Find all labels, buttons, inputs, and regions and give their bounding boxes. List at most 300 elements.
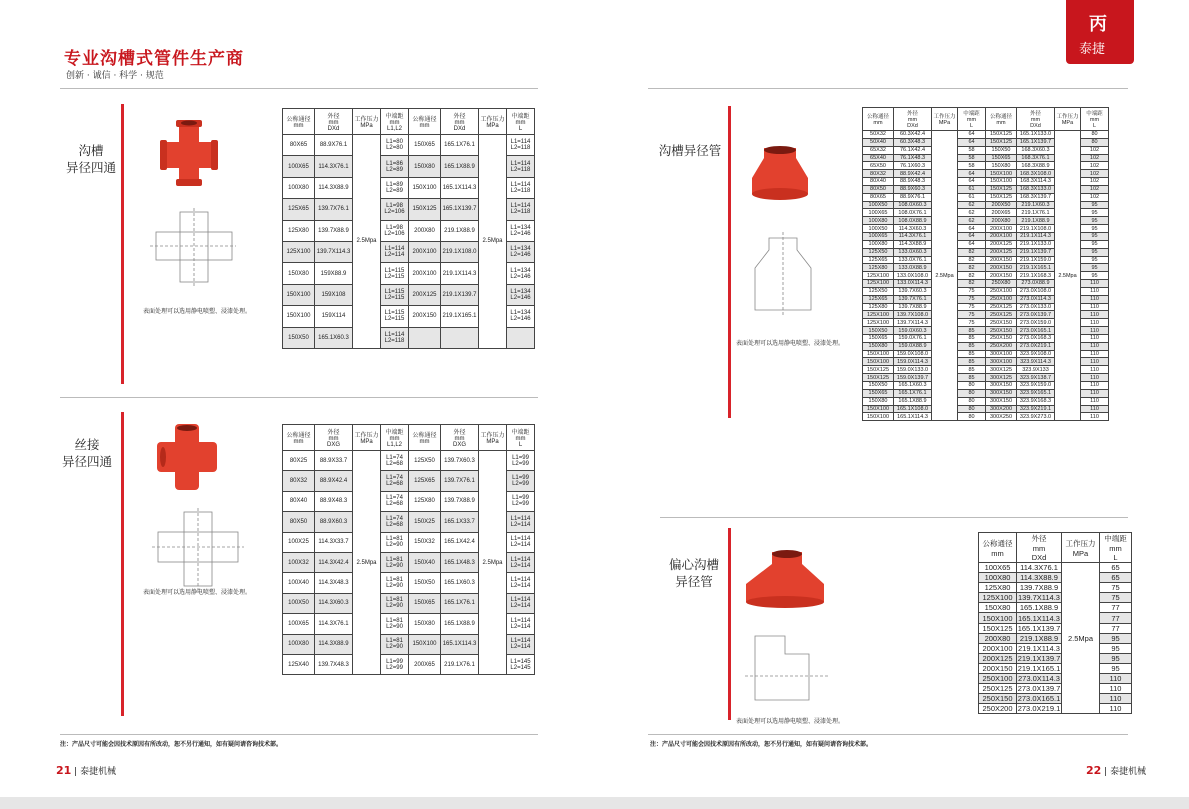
center-to-end: 110 <box>1081 319 1109 327</box>
center-to-end: L1=114 L2=118 <box>507 156 535 177</box>
nominal-size: 250X125 <box>986 311 1017 319</box>
outer-diameter: 88.9X48.3 <box>894 178 932 186</box>
nominal-size: 250X150 <box>986 327 1017 335</box>
nominal-size: 150X40 <box>409 552 441 572</box>
nominal-size: 250X100 <box>986 287 1017 295</box>
brand-logo <box>1066 0 1134 64</box>
nominal-size: 125X100 <box>863 280 894 288</box>
outer-diameter: 273.0X139.7 <box>1017 311 1055 319</box>
finish-note-thread-cross: 表面处理可以选用静电喷塑、浸漆处理。 <box>143 589 252 596</box>
center-to-end: 95 <box>1081 248 1109 256</box>
outer-diameter: 114.3X88.9 <box>894 240 932 248</box>
outer-diameter: 60.3X42.4 <box>894 131 932 139</box>
outer-diameter: 219.1X114.3 <box>1018 643 1060 653</box>
center-to-end: L1=114 L2=114 <box>507 512 535 532</box>
outer-diameter: 273.0X133.0 <box>1017 303 1055 311</box>
nominal-size: 100X65 <box>283 156 315 177</box>
table-row <box>979 613 1132 623</box>
center-to-end: 64 <box>958 240 986 248</box>
nominal-size: 100X65 <box>979 563 1017 573</box>
groove-reducer-photo <box>748 144 812 202</box>
center-to-end: L1=134 L2=146 <box>507 306 535 327</box>
column-header: 外径 mm DXd <box>315 109 353 135</box>
outer-diameter: 114.3X76.1 <box>315 614 353 634</box>
outer-diameter: 165.1X60.3 <box>894 382 932 390</box>
center-to-end: L1=81 L2=90 <box>381 573 409 593</box>
nominal-size: 80X40 <box>863 178 894 186</box>
nominal-size: 150X100 <box>986 178 1017 186</box>
outer-diameter: 165.1X60.3 <box>441 573 479 593</box>
center-to-end: 110 <box>1081 334 1109 342</box>
section-title-groove-cross: 沟槽 异径四通 <box>66 143 117 175</box>
nominal-size: 150X50 <box>409 573 441 593</box>
groove-cross-photo <box>158 118 220 188</box>
outer-diameter: 273.0X165.1 <box>1017 327 1055 335</box>
nominal-size: 150X65 <box>986 154 1017 162</box>
outer-diameter: 165.1X133.0 <box>1017 131 1055 139</box>
logo-name: 泰捷 <box>1079 42 1106 57</box>
outer-diameter: 88.9X60.3 <box>315 512 353 532</box>
outer-diameter: 219.1X159.0 <box>1017 256 1055 264</box>
center-to-end: 95 <box>1100 643 1132 653</box>
accent-bar-thread-cross <box>121 412 124 716</box>
nominal-size: 300X150 <box>986 397 1017 405</box>
spec-table-thread-cross <box>282 424 535 675</box>
empty-cell <box>409 327 441 348</box>
column-header: 工作压力 MPa <box>479 109 507 135</box>
nominal-size: 150X80 <box>863 397 894 405</box>
center-to-end: 80 <box>1081 131 1109 139</box>
outer-diameter: 323.9X168.3 <box>1017 397 1055 405</box>
outer-diameter: 139.7X88.9 <box>315 220 353 241</box>
center-to-end: 85 <box>958 374 986 382</box>
nominal-size: 125X80 <box>863 303 894 311</box>
outer-diameter: 273.0X165.1 <box>1017 694 1061 704</box>
working-pressure: 2.5Mpa <box>353 451 381 675</box>
nominal-size: 125X65 <box>283 199 315 220</box>
center-to-end: L1=74 L2=68 <box>381 451 409 471</box>
nominal-size: 200X100 <box>409 263 441 284</box>
nominal-size: 300X100 <box>986 358 1017 366</box>
outer-diameter: 159.0X133.0 <box>894 366 932 374</box>
center-to-end: L1=80 L2=80 <box>381 135 409 156</box>
outer-diameter: 273.0X168.3 <box>1017 334 1055 342</box>
outer-diameter: 219.1X108.0 <box>441 241 479 262</box>
center-to-end: 62 <box>958 201 986 209</box>
nominal-size: 150X100 <box>863 358 894 366</box>
center-to-end: 62 <box>958 209 986 217</box>
nominal-size: 150X80 <box>283 263 315 284</box>
outer-diameter: 165.1X48.3 <box>441 552 479 572</box>
outer-diameter: 168.3X88.9 <box>1017 162 1055 170</box>
outer-diameter: 219.1X76.1 <box>1017 209 1055 217</box>
nominal-size: 150X80 <box>986 162 1017 170</box>
nominal-size: 250X100 <box>986 295 1017 303</box>
center-to-end: 110 <box>1081 342 1109 350</box>
center-to-end: L1=134 L2=146 <box>507 263 535 284</box>
nominal-size: 100X50 <box>863 225 894 233</box>
footer-right: 22 | 泰捷机械 <box>1086 764 1147 777</box>
center-to-end: 75 <box>958 311 986 319</box>
center-to-end: 80 <box>958 397 986 405</box>
outer-diameter: 88.9X42.4 <box>315 471 353 491</box>
outer-diameter: 139.7X76.1 <box>894 295 932 303</box>
outer-diameter: 159X108 <box>315 284 353 305</box>
table-row <box>979 643 1132 653</box>
eccentric-reducer-drawing <box>745 626 829 710</box>
center-to-end: 82 <box>958 264 986 272</box>
center-to-end: 102 <box>1081 178 1109 186</box>
nominal-size: 80X65 <box>863 193 894 201</box>
center-to-end: 110 <box>1081 311 1109 319</box>
column-header: 公称通径 mm <box>409 109 441 135</box>
center-to-end: 85 <box>958 358 986 366</box>
outer-diameter: 159X114 <box>315 306 353 327</box>
center-to-end: 61 <box>958 193 986 201</box>
center-to-end: L1=98 L2=106 <box>381 220 409 241</box>
outer-diameter: 108.0X88.9 <box>894 217 932 225</box>
center-to-end: L1=134 L2=146 <box>507 284 535 305</box>
center-to-end: 110 <box>1081 358 1109 366</box>
outer-diameter: 165.1X114.3 <box>1018 613 1060 623</box>
table-row <box>979 593 1132 603</box>
groove-reducer-drawing <box>745 232 825 316</box>
nominal-size: 250X80 <box>986 280 1017 288</box>
center-to-end: L1=115 L2=115 <box>381 284 409 305</box>
center-to-end: 80 <box>958 413 986 421</box>
outer-diameter: 165.1X33.7 <box>441 512 479 532</box>
nominal-size: 65X50 <box>863 162 894 170</box>
outer-diameter: 88.9X60.3 <box>894 185 932 193</box>
outer-diameter: 159.0X76.1 <box>894 334 932 342</box>
nominal-size: 150X65 <box>863 334 894 342</box>
outer-diameter: 165.1X108.0 <box>894 405 932 413</box>
nominal-size: 80X40 <box>283 491 315 511</box>
nominal-size: 300X150 <box>986 382 1017 390</box>
center-to-end: 95 <box>1081 217 1109 225</box>
center-to-end: L1=114 L2=114 <box>507 532 535 552</box>
nominal-size: 250X200 <box>986 342 1017 350</box>
outer-diameter: 114.3X33.7 <box>315 532 353 552</box>
section-title-groove-reducer: 沟槽异径管 <box>658 143 722 158</box>
table-row <box>979 674 1132 684</box>
center-to-end: L1=99 L2=99 <box>507 491 535 511</box>
footer-brand-right: 泰捷机械 <box>1110 767 1147 777</box>
outer-diameter: 219.1X114.3 <box>1017 232 1055 240</box>
outer-diameter: 139.7X114.3 <box>315 241 353 262</box>
column-header: 工作压力 MPa <box>932 108 958 131</box>
nominal-size: 300X100 <box>986 350 1017 358</box>
nominal-size: 150X125 <box>979 623 1017 633</box>
center-to-end: 85 <box>958 350 986 358</box>
groove-cross-drawing <box>148 208 238 286</box>
center-to-end: 95 <box>1081 201 1109 209</box>
working-pressure: 2.5Mpa <box>479 451 507 675</box>
nominal-size: 80X32 <box>283 471 315 491</box>
center-to-end: L1=89 L2=89 <box>381 177 409 198</box>
center-to-end: 61 <box>958 185 986 193</box>
outer-diameter: 139.7X114.3 <box>894 319 932 327</box>
center-to-end: 110 <box>1081 303 1109 311</box>
center-to-end: 95 <box>1081 272 1109 280</box>
nominal-size: 80X65 <box>283 135 315 156</box>
finish-note-groove-reducer: 表面处理可以选用静电喷塑、浸漆处理。 <box>736 340 845 347</box>
outer-diameter: 139.7X114.3 <box>1018 593 1060 603</box>
nominal-size: 200X150 <box>986 264 1017 272</box>
center-to-end: 110 <box>1081 397 1109 405</box>
center-to-end: L1=99 L2=99 <box>507 451 535 471</box>
nominal-size: 125X65 <box>863 256 894 264</box>
nominal-size: 200X150 <box>986 272 1017 280</box>
accent-bar-groove-cross <box>121 104 124 384</box>
header-row <box>283 425 535 451</box>
outer-diameter: 165.1X139.7 <box>1017 138 1055 146</box>
center-to-end: 58 <box>958 162 986 170</box>
center-to-end: L1=98 L2=106 <box>381 199 409 220</box>
table-row <box>979 684 1132 694</box>
outer-diameter: 114.3X60.3 <box>894 225 932 233</box>
page-bottom-band <box>0 797 1189 809</box>
outer-diameter: 165.1X88.9 <box>441 614 479 634</box>
working-pressure: 2.5Mpa <box>353 135 381 349</box>
outer-diameter: 60.3X48.3 <box>894 138 932 146</box>
nominal-size: 100X25 <box>283 532 315 552</box>
outer-diameter: 76.1X42.4 <box>894 146 932 154</box>
outer-diameter: 273.0X114.3 <box>1017 295 1055 303</box>
nominal-size: 150X100 <box>863 413 894 421</box>
center-to-end: 95 <box>1100 653 1132 663</box>
nominal-size: 250X150 <box>986 334 1017 342</box>
nominal-size: 150X100 <box>409 177 441 198</box>
working-pressure: 2.5Mpa <box>1055 131 1081 421</box>
nominal-size: 150X125 <box>986 138 1017 146</box>
nominal-size: 200X125 <box>986 240 1017 248</box>
center-to-end: 110 <box>1081 280 1109 288</box>
working-pressure: 2.5Mpa <box>932 131 958 421</box>
center-to-end: 85 <box>958 366 986 374</box>
header-row <box>863 108 1109 131</box>
outer-diameter: 114.3X76.1 <box>1017 563 1062 573</box>
nominal-size: 125X65 <box>409 471 441 491</box>
spec-table-eccentric-reducer <box>978 532 1132 714</box>
center-to-end: 95 <box>1100 633 1132 643</box>
nominal-size: 150X50 <box>863 382 894 390</box>
empty-cell <box>507 327 535 348</box>
outer-diameter: 168.3X60.3 <box>1017 146 1055 154</box>
page-number-right: 22 <box>1086 764 1102 777</box>
center-to-end: 95 <box>1081 264 1109 272</box>
column-header: 工作压力 MPa <box>353 425 381 451</box>
center-to-end: 110 <box>1100 704 1132 714</box>
outer-diameter: 133.0X108.0 <box>894 272 932 280</box>
column-header: 外径 mm DXd <box>894 108 932 131</box>
center-to-end: 80 <box>1081 138 1109 146</box>
outer-diameter: 168.3X133.0 <box>1017 185 1055 193</box>
outer-diameter: 219.1X76.1 <box>441 654 479 674</box>
column-header: 外径 mm DXG <box>315 425 353 451</box>
column-header: 外径 mm DXd <box>1017 108 1055 131</box>
nominal-size: 125X100 <box>863 319 894 327</box>
footnote-left: 注：产品尺寸可能会因技术原因有所改动，恕不另行通知，如有疑问请咨询技术部。 <box>60 741 283 748</box>
center-to-end: 102 <box>1081 146 1109 154</box>
center-to-end: L1=74 L2=68 <box>381 471 409 491</box>
nominal-size: 250X200 <box>979 704 1017 714</box>
outer-diameter: 219.1X60.3 <box>1017 201 1055 209</box>
center-to-end: L1=114 L2=118 <box>507 177 535 198</box>
center-to-end: 75 <box>958 295 986 303</box>
nominal-size: 150X125 <box>986 131 1017 139</box>
working-pressure: 2.5Mpa <box>479 135 507 349</box>
section-title-thread-cross: 丝接 异径四通 <box>61 437 112 469</box>
column-header: 公称通径 mm <box>283 425 315 451</box>
nominal-size: 80X25 <box>283 451 315 471</box>
column-header: 公称通径 mm <box>409 425 441 451</box>
nominal-size: 125X50 <box>863 287 894 295</box>
spec-table <box>282 424 535 675</box>
center-to-end: L1=114 L2=114 <box>507 593 535 613</box>
nominal-size: 200X65 <box>986 209 1017 217</box>
nominal-size: 125X100 <box>863 272 894 280</box>
nominal-size: 150X32 <box>409 532 441 552</box>
center-to-end: L1=114 L2=118 <box>507 135 535 156</box>
center-to-end: 75 <box>1100 583 1132 593</box>
nominal-size: 200X65 <box>409 654 441 674</box>
center-to-end: 110 <box>1081 374 1109 382</box>
table-row <box>979 694 1132 704</box>
nominal-size: 200X150 <box>986 256 1017 264</box>
center-to-end: 110 <box>1081 366 1109 374</box>
column-header: 中端距 mm L <box>1081 108 1109 131</box>
outer-diameter: 88.9X76.1 <box>894 193 932 201</box>
outer-diameter: 168.3X114.3 <box>1017 178 1055 186</box>
outer-diameter: 323.9X108.0 <box>1017 350 1055 358</box>
outer-diameter: 168.3X139.7 <box>1017 193 1055 201</box>
section-divider-left <box>60 397 538 398</box>
center-to-end: 80 <box>958 405 986 413</box>
column-header: 中端距 mm L <box>507 425 535 451</box>
table-row <box>283 135 535 156</box>
outer-diameter: 165.1X114.3 <box>441 634 479 654</box>
center-to-end: 64 <box>958 131 986 139</box>
center-to-end: L1=114 L2=114 <box>381 241 409 262</box>
center-to-end: L1=115 L2=115 <box>381 263 409 284</box>
center-to-end: 110 <box>1100 684 1132 694</box>
spec-table-groove-reducer <box>862 107 1109 421</box>
center-to-end: 110 <box>1100 694 1132 704</box>
outer-diameter: 165.1X76.1 <box>441 593 479 613</box>
center-to-end: 58 <box>958 146 986 154</box>
column-header: 公称通径 mm <box>863 108 894 131</box>
outer-diameter: 139.7X60.3 <box>894 287 932 295</box>
table-row <box>979 573 1132 583</box>
section-title-eccentric-reducer: 偏心沟槽 异径管 <box>668 557 719 589</box>
nominal-size: 200X100 <box>986 232 1017 240</box>
outer-diameter: 88.9X42.4 <box>894 170 932 178</box>
outer-diameter: 165.1X114.3 <box>894 413 932 421</box>
nominal-size: 100X65 <box>863 232 894 240</box>
center-to-end: 64 <box>958 170 986 178</box>
center-to-end: L1=81 L2=90 <box>381 552 409 572</box>
outer-diameter: 168.3X76.1 <box>1017 154 1055 162</box>
center-to-end: 80 <box>958 389 986 397</box>
nominal-size: 50X40 <box>863 138 894 146</box>
outer-diameter: 273.0X114.3 <box>1018 674 1060 684</box>
outer-diameter: 133.0X88.9 <box>894 264 932 272</box>
outer-diameter: 165.1X76.1 <box>441 135 479 156</box>
table-row <box>863 131 1109 139</box>
nominal-size: 150X65 <box>409 593 441 613</box>
nominal-size: 50X32 <box>863 131 894 139</box>
center-to-end: 77 <box>1100 623 1132 633</box>
nominal-size: 200X50 <box>986 201 1017 209</box>
outer-diameter: 165.1X60.3 <box>315 327 353 348</box>
table-row <box>979 663 1132 673</box>
outer-diameter: 139.7X48.3 <box>315 654 353 674</box>
outer-diameter: 273.0X88.9 <box>1017 280 1055 288</box>
section-divider-right <box>660 517 1128 518</box>
center-to-end: 95 <box>1100 663 1132 673</box>
nominal-size: 150X50 <box>863 327 894 335</box>
table-row <box>979 653 1132 663</box>
outer-diameter: 114.3X88.9 <box>315 634 353 654</box>
table-row <box>979 603 1132 613</box>
outer-diameter: 273.0X219.1 <box>1017 342 1055 350</box>
nominal-size: 300X200 <box>986 405 1017 413</box>
nominal-size: 250X125 <box>979 684 1017 694</box>
outer-diameter: 159.0X114.3 <box>894 358 932 366</box>
column-header: 中端距 mm L <box>507 109 535 135</box>
nominal-size: 150X80 <box>409 614 441 634</box>
column-header: 中端距 mm L1,L2 <box>381 109 409 135</box>
spec-table <box>862 107 1109 421</box>
table-row <box>979 633 1132 643</box>
nominal-size: 80X50 <box>283 512 315 532</box>
outer-diameter: 88.9X33.7 <box>315 451 353 471</box>
center-to-end: 110 <box>1081 287 1109 295</box>
header-row <box>979 533 1132 563</box>
nominal-size: 150X125 <box>863 366 894 374</box>
nominal-size: 150X100 <box>863 405 894 413</box>
column-header: 公称通径 mm <box>283 109 315 135</box>
nominal-size: 200X150 <box>979 663 1017 673</box>
catalog-title: 专业沟槽式管件生产商 <box>64 49 244 69</box>
outer-diameter: 108.0X60.3 <box>894 201 932 209</box>
center-to-end: 64 <box>958 232 986 240</box>
outer-diameter: 114.3X88.9 <box>1017 573 1062 583</box>
center-to-end: 75 <box>1100 593 1132 603</box>
outer-diameter: 219.1X88.9 <box>1017 217 1055 225</box>
center-to-end: 82 <box>958 280 986 288</box>
outer-diameter: 114.3X88.9 <box>315 177 353 198</box>
nominal-size: 125X50 <box>863 248 894 256</box>
center-to-end: 75 <box>958 319 986 327</box>
column-header: 公称通径 mm <box>979 533 1017 563</box>
footnote-right: 注：产品尺寸可能会因技术原因有所改动，恕不另行通知，如有疑问请咨询技术部。 <box>650 741 873 748</box>
nominal-size: 125X80 <box>409 491 441 511</box>
nominal-size: 150X80 <box>979 603 1017 613</box>
outer-diameter: 76.1X48.3 <box>894 154 932 162</box>
nominal-size: 150X125 <box>986 193 1017 201</box>
working-pressure: 2.5Mpa <box>1062 563 1100 714</box>
nominal-size: 100X80 <box>283 177 315 198</box>
center-to-end: 85 <box>958 342 986 350</box>
nominal-size: 100X50 <box>283 593 315 613</box>
outer-diameter: 165.1X139.7 <box>441 199 479 220</box>
center-to-end: L1=99 L2=99 <box>381 654 409 674</box>
center-to-end: L1=81 L2=90 <box>381 614 409 634</box>
center-to-end: 64 <box>958 225 986 233</box>
table-row <box>979 623 1132 633</box>
